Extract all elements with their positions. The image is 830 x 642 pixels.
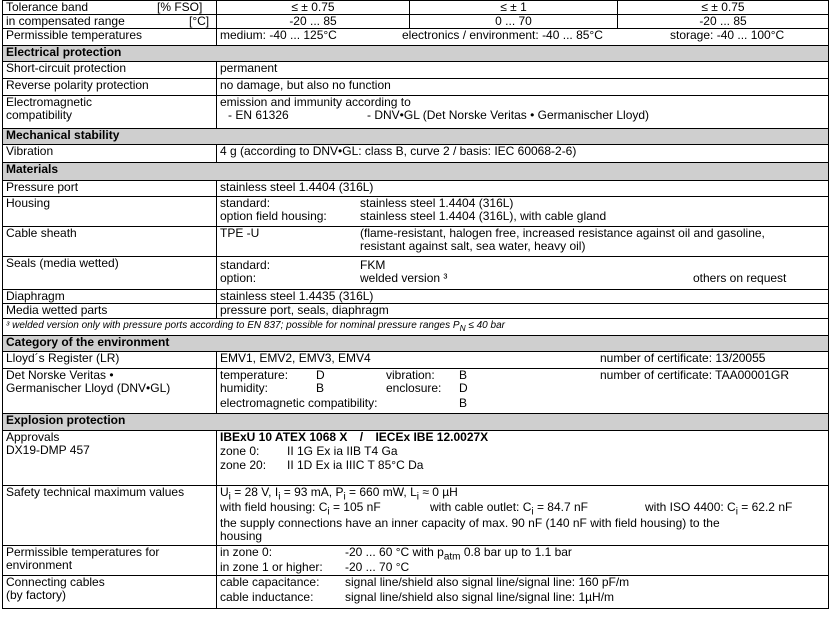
env-zone-0-subscript: atm (443, 551, 461, 563)
reverse-polarity-label: Reverse polarity protection (3, 79, 217, 96)
pi-symbol: P (335, 485, 344, 499)
pressure-port-row (3, 181, 829, 197)
lloyds-value: EMV1, EMV2, EMV3, EMV4 (220, 351, 371, 365)
cable-sheath-line-2: resistant against salt, sea water, heavy oil) (360, 239, 586, 253)
short-circuit-row (3, 62, 829, 79)
field-housing-subscript: i (327, 506, 330, 518)
ui-subscript: i (228, 491, 231, 503)
connecting-cables-value-cell (217, 576, 829, 609)
footnote-text-a: ³ welded version only with pressure ports according to EN 837; possible for nominal pressure ranges P (6, 320, 460, 331)
vibration-value: 4 g (according to DNV•GL: class B, curve 2 / basis: IEC 60068-2-6) (217, 145, 829, 163)
env-temperature-value-cell (217, 546, 829, 576)
emc-dnv-gl: - DNV•GL (Det Norske Veritas • Germanischer Lloyd) (367, 108, 650, 122)
dnv-label-line-2: Germanischer Lloyd (DNV•GL) (6, 381, 171, 395)
diaphragm-row (3, 290, 829, 304)
explosion-heading-row (3, 414, 829, 431)
env-temperature-label-line-2: environment (6, 558, 73, 572)
dnv-value-cell (217, 369, 829, 414)
li-symbol: L (410, 485, 417, 499)
cable-capacitance-value: signal line/shield also signal line/signal line: 160 pF/m (345, 575, 630, 589)
env-zone-0-range: 0.8 bar up to 1.1 bar (460, 545, 572, 559)
cable-sheath-type: TPE -U (220, 226, 260, 240)
safety-values-label: Safety technical maximum values (3, 486, 217, 546)
cable-inductance-value: signal line/shield also signal line/signal line: 1µH/m (345, 590, 615, 604)
env-zone-1-label: in zone 1 or higher: (220, 560, 323, 574)
permissible-storage: storage: -40 ... 100°C (670, 28, 785, 42)
seals-standard-label: standard: (220, 258, 271, 272)
connecting-cables-row (3, 576, 829, 609)
lloyds-row (3, 352, 829, 369)
dnv-humidity-label: humidity: (220, 381, 269, 395)
cable-sheath-line-1: (flame-resistant, halogen free, increased resistance against oil and gasoline, (360, 226, 765, 240)
footnote-subscript: N (459, 323, 466, 333)
env-temperature-row (3, 546, 829, 576)
permissible-medium: medium: -40 ... 125°C (220, 28, 337, 42)
short-circuit-value: permanent (217, 62, 829, 79)
housing-label: Housing (3, 197, 217, 227)
electrical-heading-row (3, 46, 829, 62)
diaphragm-value: stainless steel 1.4435 (316L) (217, 290, 829, 304)
wetted-parts-label: Media wetted parts (3, 304, 217, 319)
cable-outlet-text: with cable outlet: C (430, 500, 532, 514)
connecting-cables-label-cell (3, 576, 217, 609)
permissible-values (217, 29, 829, 46)
emc-label-cell (3, 96, 217, 129)
cable-inductance-label: cable inductance: (220, 590, 314, 604)
env-temperature-label-line-1: Permissible temperatures for (6, 545, 160, 559)
tolerance-value-1: ≤ ± 0.75 (217, 1, 410, 15)
wetted-parts-value: pressure port, seals, diaphragm (217, 304, 829, 319)
housing-standard-value: stainless steel 1.4404 (316L) (360, 196, 514, 210)
lloyds-label: Lloyd´s Register (LR) (3, 352, 217, 369)
dnv-vibration-value: B (459, 368, 468, 382)
seals-option-label: option: (220, 271, 257, 285)
dnv-emc-value: B (459, 396, 468, 410)
vibration-row (3, 145, 829, 163)
ii-symbol: I (274, 485, 279, 499)
materials-footnote (3, 319, 829, 336)
cable-outlet-value: = 84.7 nF (533, 500, 588, 514)
li-value: ≈ 0 µH (418, 485, 458, 499)
materials-heading: Materials (3, 163, 829, 181)
tolerance-label-cell (3, 1, 217, 15)
seals-label: Seals (media wetted) (3, 257, 217, 290)
seals-standard-value: FKM (360, 258, 386, 272)
spec-sheet (2, 0, 828, 640)
safety-values-row (3, 486, 829, 546)
emc-label-line-1: Electromagnetic (6, 95, 93, 109)
iso-4400-subscript: i (735, 506, 738, 518)
iecex-certificate: IECEx IBE 12.0027X (375, 430, 489, 444)
lloyds-certificate: number of certificate: 13/20055 (600, 351, 766, 365)
field-housing-value: = 105 nF (329, 500, 381, 514)
dnv-vibration-label: vibration: (386, 368, 435, 382)
ui-value: = 28 V, (230, 485, 275, 499)
seals-value-cell (217, 257, 829, 290)
connecting-cables-label-line-2: (by factory) (6, 588, 67, 602)
housing-standard-label: standard: (220, 196, 271, 210)
footnote-text-b: ≤ 40 bar (465, 320, 505, 331)
compensated-row (3, 15, 829, 29)
emc-value-cell (217, 96, 829, 129)
compensated-label: in compensated range (6, 14, 125, 28)
environment-heading: Category of the environment (3, 336, 829, 352)
vibration-label: Vibration (3, 145, 217, 163)
housing-value-cell (217, 197, 829, 227)
emc-label-line-2: compatibility (6, 108, 73, 122)
permissible-row (3, 29, 829, 46)
li-subscript: i (416, 491, 419, 503)
dnv-temperature-value: D (316, 368, 325, 382)
materials-heading-row (3, 163, 829, 181)
tolerance-label: Tolerance band (6, 0, 89, 14)
dnv-temperature-label: temperature: (220, 368, 289, 382)
housing-option-label: option field housing: (220, 209, 327, 223)
env-zone-1-value: -20 ... 70 °C (345, 560, 410, 574)
dnv-label-cell (3, 369, 217, 414)
reverse-polarity-row (3, 79, 829, 96)
dnv-row (3, 369, 829, 414)
housing-row (3, 197, 829, 227)
safety-values-cell (217, 486, 829, 546)
ii-subscript: i (278, 491, 281, 503)
approvals-value-cell (217, 431, 829, 486)
cable-outlet-subscript: i (531, 506, 534, 518)
seals-other-options: others on request (693, 271, 787, 285)
tolerance-unit: [% FSO] (157, 0, 203, 14)
pi-value: = 660 mW, (345, 485, 411, 499)
explosion-heading: Explosion protection (3, 414, 829, 431)
approvals-row (3, 431, 829, 486)
dnv-enclosure-label: enclosure: (386, 381, 442, 395)
env-zone-0-text: -20 ... 60 °C with p (345, 545, 444, 559)
pi-subscript: i (343, 491, 346, 503)
env-zone-0-label: in zone 0: (220, 545, 273, 559)
dnv-label-line-1: Det Norske Veritas • (6, 368, 114, 382)
ui-symbol: U (220, 485, 229, 499)
seals-row (3, 257, 829, 290)
housing-option-value: stainless steel 1.4404 (316L), with cable gland (360, 209, 607, 223)
approvals-label-line-1: Approvals (6, 430, 60, 444)
supply-capacity-line-1: the supply connections have an inner capacity of max. 90 nF (140 nF with field housing) to the (220, 516, 720, 530)
certificate-separator: / (359, 430, 364, 444)
supply-capacity-line-2: housing (220, 529, 263, 543)
specification-table (2, 0, 829, 609)
materials-footnote-row (3, 319, 829, 336)
dnv-enclosure-value: D (459, 381, 468, 395)
permissible-label: Permissible temperatures (3, 29, 217, 46)
zone-0-marking: II 1G Ex ia IIB T4 Ga (287, 444, 398, 458)
compensated-label-cell (3, 15, 217, 29)
approvals-label-cell (3, 431, 217, 486)
iso-4400-text: with ISO 4400: C (645, 500, 736, 514)
field-housing-text: with field housing: C (220, 500, 328, 514)
pressure-port-label: Pressure port (3, 181, 217, 197)
electrical-heading: Electrical protection (3, 46, 829, 62)
atex-certificate: IBExU 10 ATEX 1068 X (220, 430, 348, 444)
ii-value: = 93 mA, (280, 485, 336, 499)
iso-4400-value: = 62.2 nF (737, 500, 793, 514)
permissible-electronics: electronics / environment: -40 ... 85°C (402, 28, 603, 42)
zone-20-label: zone 20: (220, 458, 267, 472)
seals-option-value: welded version ³ (360, 271, 448, 285)
environment-heading-row (3, 336, 829, 352)
emc-row (3, 96, 829, 129)
tolerance-value-2: ≤ ± 1 (410, 1, 618, 15)
compensated-value-3: -20 ... 85 (618, 15, 829, 29)
dnv-humidity-value: B (316, 381, 325, 395)
wetted-parts-row (3, 304, 829, 319)
cable-sheath-row (3, 227, 829, 257)
approvals-label-line-2: DX19-DMP 457 (6, 443, 90, 457)
cable-capacitance-label: cable capacitance: (220, 575, 320, 589)
cable-sheath-label: Cable sheath (3, 227, 217, 257)
short-circuit-label: Short-circuit protection (3, 62, 217, 79)
mechanical-heading: Mechanical stability (3, 129, 829, 145)
cable-sheath-value-cell (217, 227, 829, 257)
lloyds-value-cell (217, 352, 829, 369)
mechanical-heading-row (3, 129, 829, 145)
connecting-cables-label-line-1: Connecting cables (6, 575, 105, 589)
dnv-certificate: number of certificate: TAA00001GR (600, 368, 789, 382)
compensated-value-2: 0 ... 70 (410, 15, 618, 29)
tolerance-value-3: ≤ ± 0.75 (618, 1, 829, 15)
compensated-unit: [°C] (189, 14, 210, 28)
zone-0-label: zone 0: (220, 444, 260, 458)
emc-en-61326: - EN 61326 (228, 108, 289, 122)
zone-20-marking: II 1D Ex ia IIIC T 85°C Da (287, 458, 424, 472)
dnv-emc-label: electromagnetic compatibility: (220, 396, 378, 410)
env-temperature-label-cell (3, 546, 217, 576)
compensated-value-1: -20 ... 85 (217, 15, 410, 29)
tolerance-row (3, 1, 829, 15)
diaphragm-label: Diaphragm (3, 290, 217, 304)
reverse-polarity-value: no damage, but also no function (217, 79, 829, 96)
pressure-port-value: stainless steel 1.4404 (316L) (217, 181, 829, 197)
emc-standards-intro: emission and immunity according to (220, 95, 411, 109)
